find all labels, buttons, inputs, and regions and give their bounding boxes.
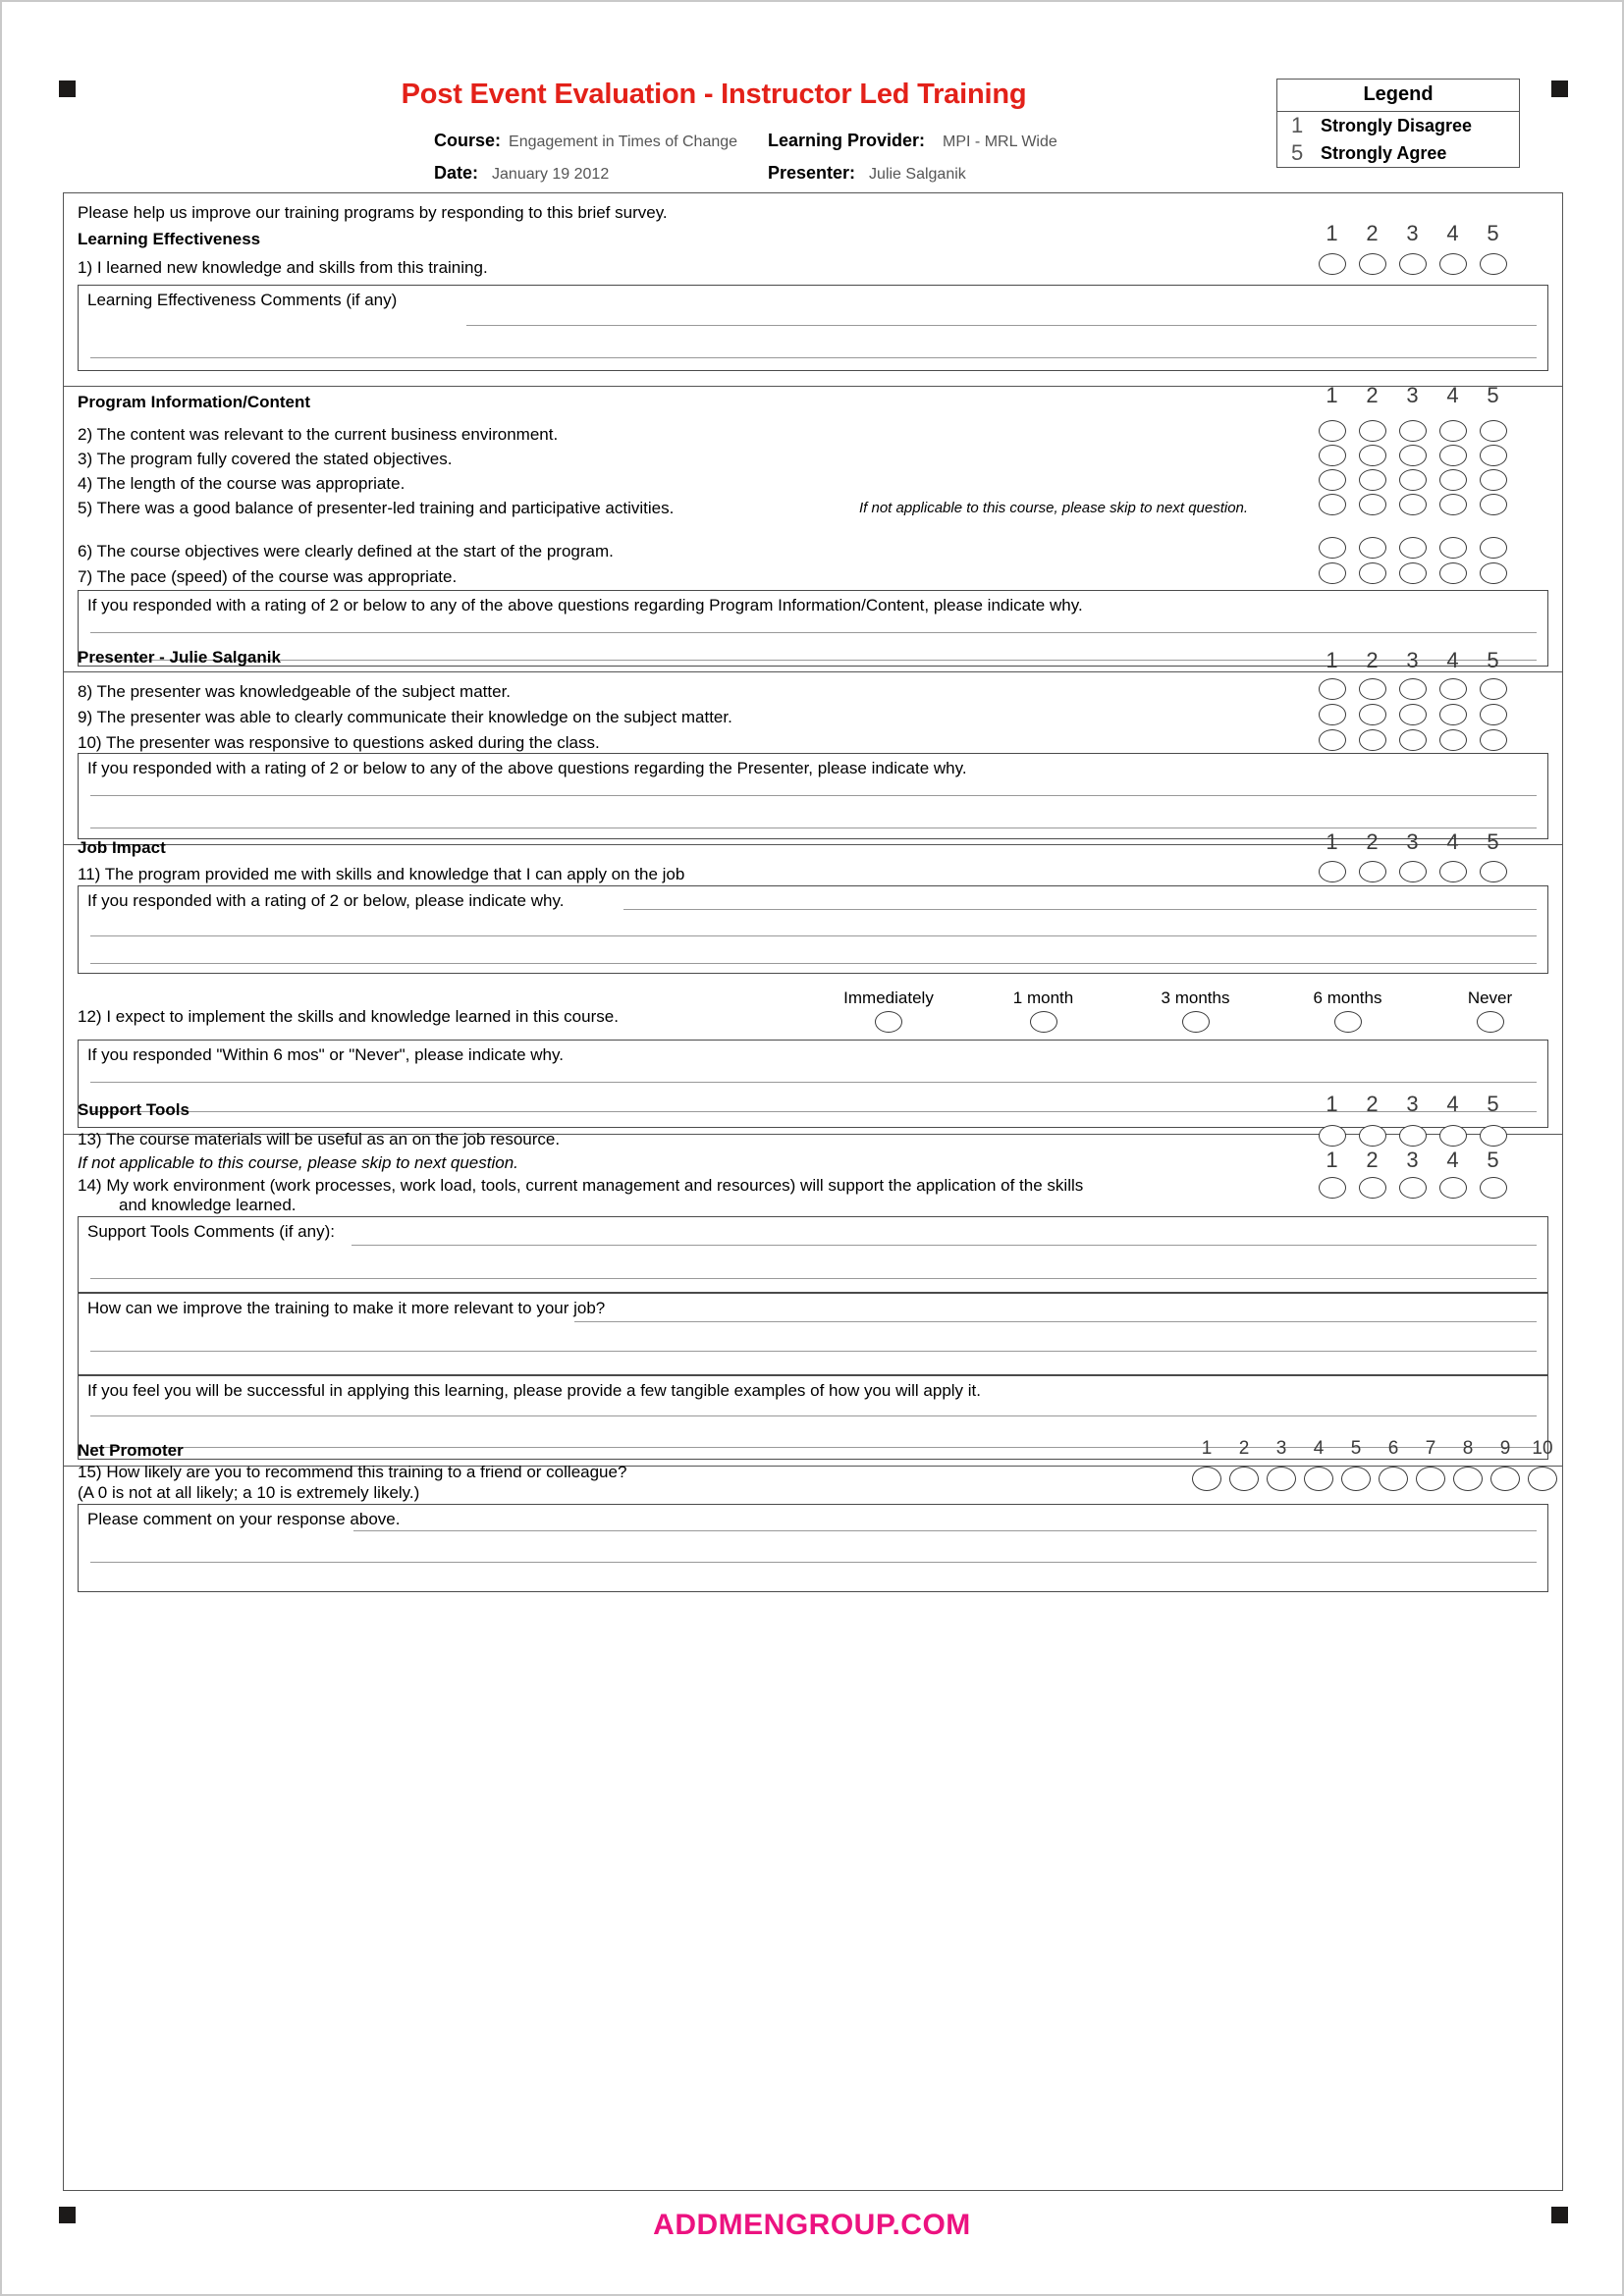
question-9 (78, 707, 732, 727)
scale-num-1: 1 (1326, 1092, 1338, 1116)
section-heading-program-information: Program Information/Content (78, 393, 311, 411)
timeline-labels (810, 988, 1556, 1008)
bubble-q4-5[interactable] (1473, 469, 1513, 491)
scale-num-2: 2 (1366, 1092, 1379, 1116)
question-7-text: The pace (speed) of the course was appropriate. (96, 567, 458, 586)
bubble-q11-5[interactable] (1473, 861, 1513, 882)
bubble-q14-3[interactable] (1392, 1177, 1433, 1199)
bubble-q3-5[interactable] (1473, 445, 1513, 466)
question-13-num: 13) (78, 1130, 102, 1148)
writing-line (90, 1278, 1537, 1279)
bubble-q2-3[interactable] (1392, 420, 1433, 442)
legend-num-2: 5 (1291, 140, 1304, 165)
presenter-value: Julie Salganik (869, 165, 966, 183)
bubble-q5-4[interactable] (1433, 494, 1473, 515)
scale-header-net-promoter (1188, 1438, 1561, 1460)
scale-header-le (1312, 221, 1513, 246)
scale-num-3: 3 (1406, 383, 1419, 407)
bubble-q15-4[interactable] (1300, 1467, 1337, 1491)
scale-num-2: 2 (1366, 648, 1379, 672)
question-1-text: I learned new knowledge and skills from this training. (96, 258, 488, 277)
bubble-q9-3[interactable] (1392, 704, 1433, 725)
writing-line (623, 909, 1537, 910)
bubble-q9-2[interactable] (1352, 704, 1392, 725)
bubble-q4-1[interactable] (1312, 469, 1352, 491)
question-12-text: I expect to implement the skills and knowledge learned in this course. (106, 1007, 619, 1026)
comment-box-net-promoter[interactable] (78, 1504, 1548, 1592)
course-value: Engagement in Times of Change (509, 133, 738, 150)
bubble-q2-4[interactable] (1433, 420, 1473, 442)
bubble-q15-7[interactable] (1412, 1467, 1449, 1491)
timeline-bubbles[interactable] (810, 1011, 1556, 1033)
scale-num-2: 2 (1366, 221, 1379, 245)
survey-form-frame (63, 192, 1563, 2191)
writing-line (574, 1321, 1537, 1322)
question-11-num: 11) (78, 865, 101, 883)
question-5-note: If not applicable to this course, please skip to next question. (859, 500, 1249, 516)
question-1-num: 1) (78, 258, 93, 277)
bubble-q1-3[interactable] (1392, 253, 1433, 275)
bubble-q6-1[interactable] (1312, 537, 1352, 559)
legend-title: Legend (1277, 80, 1519, 112)
bubble-q3-2[interactable] (1352, 445, 1392, 466)
bubble-q6-2[interactable] (1352, 537, 1392, 559)
meta-row-course (434, 130, 1219, 153)
question-4 (78, 473, 405, 494)
bubble-q10-1[interactable] (1312, 729, 1352, 751)
question-2 (78, 424, 558, 445)
question-14-num: 14) (78, 1176, 102, 1195)
question-6 (78, 541, 614, 561)
bubble-q8-5[interactable] (1473, 678, 1513, 700)
question-3-num: 3) (78, 450, 93, 468)
provider-field (768, 130, 1057, 153)
writing-line (466, 325, 1537, 326)
date-label: Date: (434, 162, 479, 183)
timeline-label-immediately: Immediately (843, 988, 934, 1007)
bubble-q12-immediately[interactable] (810, 1011, 967, 1033)
bubble-q3-3[interactable] (1392, 445, 1433, 466)
question-13 (78, 1129, 560, 1149)
question-14-text: My work environment (work processes, work load, tools, current management and resources) will support the application of the skills (106, 1176, 1084, 1195)
writing-line (90, 935, 1537, 936)
bubble-q6-4[interactable] (1433, 537, 1473, 559)
scale-header-presenter (1312, 648, 1513, 673)
bubble-q14-2[interactable] (1352, 1177, 1392, 1199)
question-3 (78, 449, 452, 469)
scale-num-2: 2 (1366, 829, 1379, 854)
bubble-q1-4[interactable] (1433, 253, 1473, 275)
scale-header-st-2 (1312, 1148, 1513, 1173)
writing-line (90, 1351, 1537, 1352)
bubble-q12-6-months[interactable] (1272, 1011, 1424, 1033)
bubble-q13-4[interactable] (1433, 1125, 1473, 1147)
comment-box-np-label: Please comment on your response above. (87, 1510, 401, 1528)
question-8-text: The presenter was knowledgeable of the subject matter. (96, 682, 512, 701)
bubble-q13-1[interactable] (1312, 1125, 1352, 1147)
legend-row-2 (1277, 139, 1519, 167)
section-heading-job-impact: Job Impact (78, 838, 166, 857)
comment-box-support-tools[interactable] (78, 1216, 1548, 1293)
scale-num-1: 1 (1326, 383, 1338, 407)
bubble-q14-1[interactable] (1312, 1177, 1352, 1199)
bubble-q12-1-month[interactable] (967, 1011, 1119, 1033)
bubble-q7-3[interactable] (1392, 562, 1433, 584)
writing-line (90, 1562, 1537, 1563)
section-heading-learning-effectiveness: Learning Effectiveness (78, 230, 261, 248)
writing-line (90, 1082, 1537, 1083)
timeline-label-never: Never (1467, 988, 1513, 1007)
provider-label: Learning Provider: (768, 131, 926, 150)
scale-num-4: 4 (1446, 648, 1459, 672)
bubble-q9-5[interactable] (1473, 704, 1513, 725)
bubble-row-q9[interactable] (1312, 704, 1513, 725)
comment-box-presenter-label: If you responded with a rating of 2 or below to any of the above questions regarding the Presenter, please indicate why. (87, 759, 967, 777)
writing-line (90, 963, 1537, 964)
presenter-field (768, 162, 966, 186)
meta-row-date (434, 162, 1219, 186)
question-13-note: If not applicable to this course, please skip to next question. (78, 1153, 518, 1172)
bubble-q8-3[interactable] (1392, 678, 1433, 700)
bubble-q4-3[interactable] (1392, 469, 1433, 491)
scale-num-1: 1 (1326, 1148, 1338, 1172)
bubble-q10-2[interactable] (1352, 729, 1392, 751)
comment-box-timeline-label: If you responded "Within 6 mos" or "Never", please indicate why. (87, 1045, 564, 1064)
bubble-q12-3-months[interactable] (1119, 1011, 1272, 1033)
question-14 (78, 1175, 1083, 1196)
comment-box-st-label: Support Tools Comments (if any): (87, 1222, 335, 1241)
scale-num-2: 2 (1366, 1148, 1379, 1172)
question-1 (78, 257, 488, 278)
scale-num-5: 5 (1487, 648, 1499, 672)
np-num-7: 7 (1425, 1438, 1436, 1459)
scale-num-4: 4 (1446, 829, 1459, 854)
bubble-q12-never[interactable] (1424, 1011, 1556, 1033)
np-num-4: 4 (1313, 1438, 1325, 1459)
question-14-line2: and knowledge learned. (119, 1196, 297, 1214)
question-6-text: The course objectives were clearly defined at the start of the program. (96, 542, 614, 561)
bubble-q13-3[interactable] (1392, 1125, 1433, 1147)
scale-num-3: 3 (1406, 648, 1419, 672)
scale-num-4: 4 (1446, 1092, 1459, 1116)
bubble-row-q11[interactable] (1312, 861, 1513, 882)
bubble-q10-4[interactable] (1433, 729, 1473, 751)
course-field (434, 130, 768, 153)
bubble-q3-4[interactable] (1433, 445, 1473, 466)
section-heading-net-promoter: Net Promoter (78, 1441, 184, 1460)
np-num-8: 8 (1462, 1438, 1474, 1459)
date-field (434, 162, 768, 186)
timeline-label-1-month: 1 month (1012, 988, 1074, 1007)
legend-text-2: Strongly Agree (1321, 142, 1447, 163)
bubble-q10-5[interactable] (1473, 729, 1513, 751)
question-2-num: 2) (78, 425, 93, 444)
comment-box-learning-effectiveness[interactable] (78, 285, 1548, 371)
timeline-label-3-months: 3 months (1161, 988, 1230, 1007)
scale-num-1: 1 (1326, 829, 1338, 854)
question-3-text: The program fully covered the stated objectives. (96, 450, 453, 468)
bubble-q9-4[interactable] (1433, 704, 1473, 725)
scale-num-3: 3 (1406, 829, 1419, 854)
intro-text: Please help us improve our training programs by responding to this brief survey. (78, 203, 668, 222)
bubble-row-q3[interactable] (1312, 445, 1513, 466)
bubble-row-q14[interactable] (1312, 1177, 1513, 1199)
scale-num-5: 5 (1487, 1092, 1499, 1116)
bubble-q7-4[interactable] (1433, 562, 1473, 584)
bubble-q11-4[interactable] (1433, 861, 1473, 882)
bubble-q14-4[interactable] (1433, 1177, 1473, 1199)
comment-box-ji-label: If you responded with a rating of 2 or below, please indicate why. (87, 891, 565, 910)
bubble-q8-4[interactable] (1433, 678, 1473, 700)
date-value: January 19 2012 (492, 165, 610, 183)
writing-line (353, 1530, 1537, 1531)
bubble-q5-3[interactable] (1392, 494, 1433, 515)
question-15-text: How likely are you to recommend this training to a friend or colleague? (106, 1463, 627, 1481)
legend-text-1: Strongly Disagree (1321, 115, 1473, 135)
scale-num-1: 1 (1326, 648, 1338, 672)
comment-box-pi-label: If you responded with a rating of 2 or below to any of the above questions regarding Program Information/Content, please indicate why. (87, 596, 1083, 614)
bubble-q4-2[interactable] (1352, 469, 1392, 491)
comment-box-improve-label: How can we improve the training to make it more relevant to your job? (87, 1299, 606, 1317)
question-15-num: 15) (78, 1463, 102, 1481)
bubble-row-q13[interactable] (1312, 1125, 1513, 1147)
comment-box-improve-training[interactable] (78, 1293, 1548, 1375)
question-6-num: 6) (78, 542, 93, 561)
question-13-text: The course materials will be useful as an on the job resource. (106, 1130, 561, 1148)
section-heading-support-tools: Support Tools (78, 1100, 189, 1119)
writing-line (90, 795, 1537, 796)
question-11 (78, 864, 684, 884)
bubble-q2-1[interactable] (1312, 420, 1352, 442)
bubble-q14-5[interactable] (1473, 1177, 1513, 1199)
header-meta (434, 130, 1219, 194)
question-12-num: 12) (78, 1007, 102, 1026)
question-10-text: The presenter was responsive to questions asked during the class. (106, 733, 600, 752)
scale-num-5: 5 (1487, 1148, 1499, 1172)
question-9-text: The presenter was able to clearly communicate their knowledge on the subject matter. (96, 708, 732, 726)
question-7 (78, 566, 457, 587)
bubble-q5-2[interactable] (1352, 494, 1392, 515)
scale-num-5: 5 (1487, 829, 1499, 854)
np-num-5: 5 (1350, 1438, 1362, 1459)
scale-num-5: 5 (1487, 383, 1499, 407)
bubble-q2-2[interactable] (1352, 420, 1392, 442)
bubble-q8-1[interactable] (1312, 678, 1352, 700)
bubble-row-q1[interactable] (1312, 253, 1513, 275)
bubble-q2-5[interactable] (1473, 420, 1513, 442)
bubble-q10-3[interactable] (1392, 729, 1433, 751)
bubble-q15-8[interactable] (1449, 1467, 1487, 1491)
writing-line (90, 357, 1537, 358)
writing-line (90, 632, 1537, 633)
question-5 (78, 498, 674, 518)
scale-num-3: 3 (1406, 1148, 1419, 1172)
bubble-q7-2[interactable] (1352, 562, 1392, 584)
comment-box-le-label: Learning Effectiveness Comments (if any) (87, 291, 398, 309)
section-heading-presenter: Presenter - Julie Salganik (78, 648, 281, 667)
legend-row-1 (1277, 112, 1519, 139)
np-num-10: 10 (1532, 1438, 1553, 1459)
question-10-num: 10) (78, 733, 102, 752)
question-5-text: There was a good balance of presenter-led training and participative activities. (96, 499, 675, 517)
legend-num-1: 1 (1291, 113, 1304, 137)
bubble-q9-1[interactable] (1312, 704, 1352, 725)
timeline-label-6-months: 6 months (1313, 988, 1382, 1007)
bubble-q4-4[interactable] (1433, 469, 1473, 491)
bubble-q6-5[interactable] (1473, 537, 1513, 559)
bubble-q15-3[interactable] (1263, 1467, 1300, 1491)
bubble-q15-1[interactable] (1188, 1467, 1225, 1491)
bubble-q1-5[interactable] (1473, 253, 1513, 275)
bubble-q13-2[interactable] (1352, 1125, 1392, 1147)
scale-num-1: 1 (1326, 221, 1338, 245)
bubble-q15-10[interactable] (1524, 1467, 1561, 1491)
np-num-9: 9 (1499, 1438, 1511, 1459)
bubble-q5-1[interactable] (1312, 494, 1352, 515)
question-4-num: 4) (78, 474, 93, 493)
bubble-q15-5[interactable] (1337, 1467, 1375, 1491)
bubble-q13-5[interactable] (1473, 1125, 1513, 1147)
bubble-q8-2[interactable] (1352, 678, 1392, 700)
bubble-q15-2[interactable] (1225, 1467, 1263, 1491)
bubble-row-q4[interactable] (1312, 469, 1513, 491)
bubble-q11-1[interactable] (1312, 861, 1352, 882)
np-num-1: 1 (1201, 1438, 1213, 1459)
legend-box (1276, 79, 1520, 168)
question-8 (78, 681, 511, 702)
question-15-note: (A 0 is not at all likely; a 10 is extremely likely.) (78, 1483, 420, 1502)
scale-header-job-impact (1312, 829, 1513, 855)
question-12 (78, 1006, 619, 1027)
bubble-q11-2[interactable] (1352, 861, 1392, 882)
question-10 (78, 732, 600, 753)
bubble-row-q8[interactable] (1312, 678, 1513, 700)
bubble-q15-9[interactable] (1487, 1467, 1524, 1491)
bubble-row-q6[interactable] (1312, 537, 1513, 559)
scale-num-5: 5 (1487, 221, 1499, 245)
scale-num-4: 4 (1446, 1148, 1459, 1172)
bubble-q5-5[interactable] (1473, 494, 1513, 515)
comment-box-job-impact[interactable] (78, 885, 1548, 974)
bubble-q7-5[interactable] (1473, 562, 1513, 584)
scale-header-st-1 (1312, 1092, 1513, 1117)
provider-value: MPI - MRL Wide (943, 133, 1057, 150)
writing-line (352, 1245, 1537, 1246)
np-num-2: 2 (1238, 1438, 1250, 1459)
comment-box-examples-label: If you feel you will be successful in applying this learning, please provide a few tangible examples of how you will apply it. (87, 1381, 981, 1400)
footer-brand: ADDMENGROUP.COM (653, 2209, 971, 2241)
question-5-num: 5) (78, 499, 93, 517)
np-num-3: 3 (1275, 1438, 1287, 1459)
scale-num-4: 4 (1446, 383, 1459, 407)
scale-header-pi (1312, 383, 1513, 408)
scale-num-2: 2 (1366, 383, 1379, 407)
bubble-q3-1[interactable] (1312, 445, 1352, 466)
writing-line (90, 1415, 1537, 1416)
page-title-text: Post Event Evaluation - Instructor Led Training (401, 79, 1027, 110)
bubble-row-q7[interactable] (1312, 562, 1513, 584)
question-9-num: 9) (78, 708, 93, 726)
bubble-q1-2[interactable] (1352, 253, 1392, 275)
scale-num-4: 4 (1446, 221, 1459, 245)
bubble-row-q15[interactable] (1188, 1467, 1561, 1491)
question-8-num: 8) (78, 682, 93, 701)
presenter-label: Presenter: (768, 162, 856, 183)
bubble-row-q5[interactable] (1312, 494, 1513, 515)
question-2-text: The content was relevant to the current business environment. (96, 425, 559, 444)
course-label: Course: (434, 131, 502, 150)
scale-num-3: 3 (1406, 1092, 1419, 1116)
bubble-q11-3[interactable] (1392, 861, 1433, 882)
bubble-q15-6[interactable] (1375, 1467, 1412, 1491)
bubble-q6-3[interactable] (1392, 537, 1433, 559)
bubble-row-q10[interactable] (1312, 729, 1513, 751)
question-15 (78, 1462, 626, 1482)
bubble-row-q2[interactable] (1312, 420, 1513, 442)
bubble-q1-1[interactable] (1312, 253, 1352, 275)
question-4-text: The length of the course was appropriate. (96, 474, 406, 493)
question-11-text: The program provided me with skills and knowledge that I can apply on the job (104, 865, 685, 883)
question-7-num: 7) (78, 567, 93, 586)
scale-num-3: 3 (1406, 221, 1419, 245)
np-num-6: 6 (1387, 1438, 1399, 1459)
comment-box-presenter[interactable] (78, 753, 1548, 839)
bubble-q7-1[interactable] (1312, 562, 1352, 584)
